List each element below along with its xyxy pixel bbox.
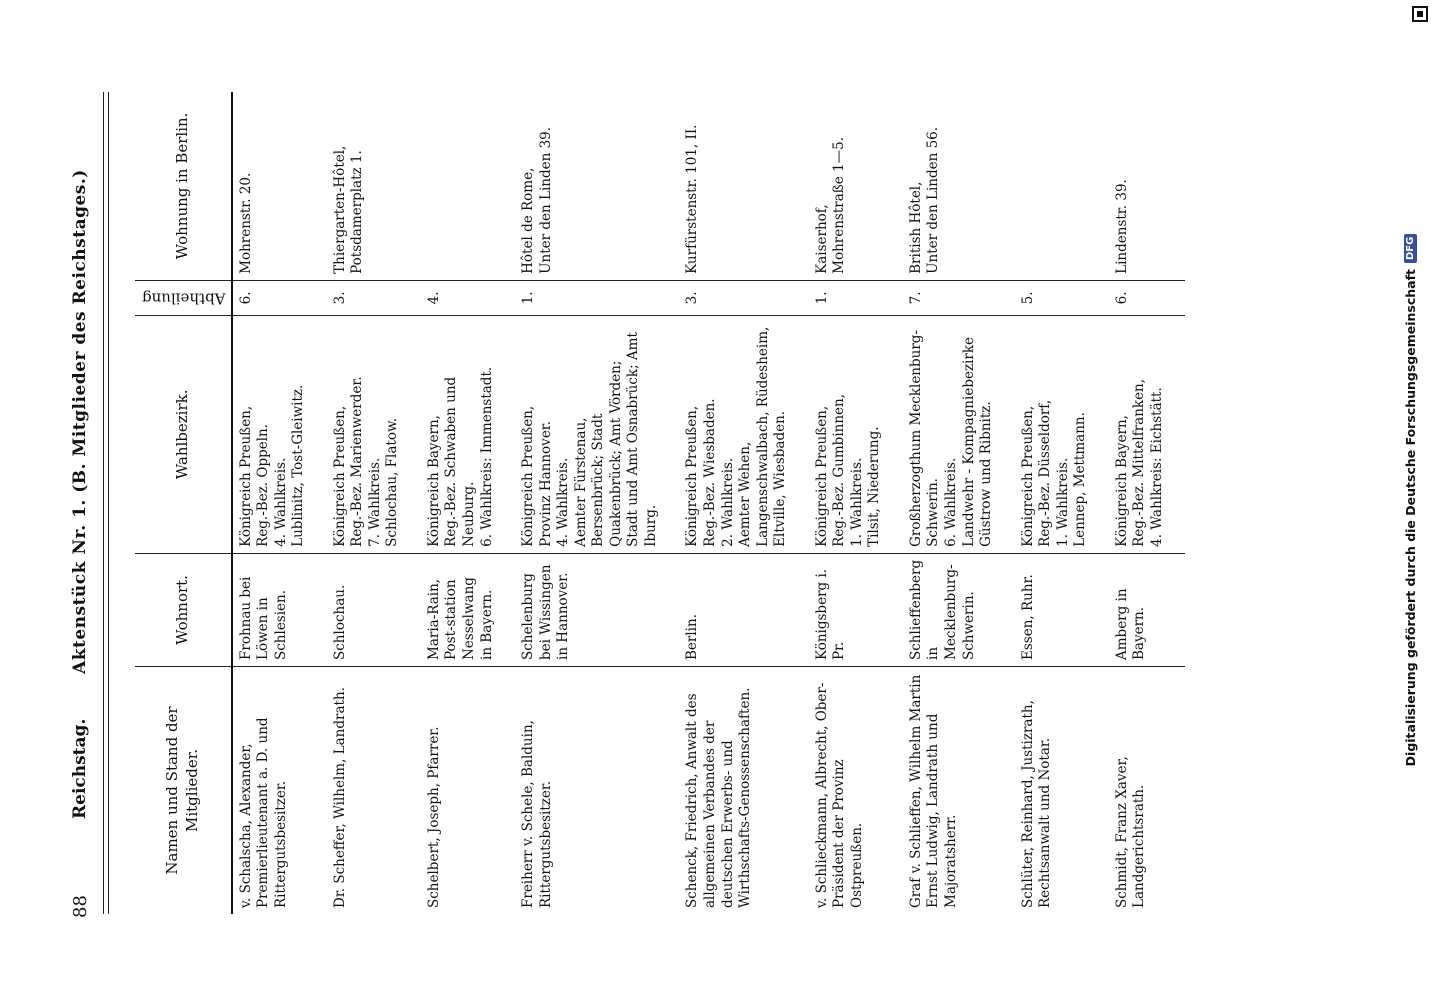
wahlbezirk-line: 1. Wahlkreis. xyxy=(848,457,865,547)
wahlbezirk-line: Königreich Preußen, xyxy=(331,405,348,547)
member-abtheilung: 7. xyxy=(902,280,1014,315)
column-header-name: Namen und Stand der Mitglieder. xyxy=(135,667,232,915)
member-wohnort: Essen, Ruhr. xyxy=(1014,553,1108,666)
table-row xyxy=(514,92,678,914)
member-wohnort: Amberg in Bayern. xyxy=(1108,553,1185,666)
member-wohnort: Maria-Rain, Post-station Nesselwang in Bayern. xyxy=(420,553,514,666)
column-header-wohnort: Wohnort. xyxy=(135,553,232,666)
wahlbezirk-line: 4. Wahlkreis. xyxy=(555,457,572,547)
wahlbezirk-line: Landwehr - Kompagniebezirke Güstrow und Ribnitz. xyxy=(960,337,995,547)
column-header-abtheilung: Abtheilung xyxy=(135,280,232,315)
table-row xyxy=(678,92,807,914)
member-name: Schenck, Friedrich, Anwalt des allgemeinen Verbandes der deutschen Erwerbs- und Wirthschafts-Genossenschaften. xyxy=(684,687,754,908)
column-header-wahlbezirk: Wahlbezirk. xyxy=(135,315,232,553)
wahlbezirk-line: Königreich Bayern, xyxy=(425,415,442,547)
member-abtheilung: 1. xyxy=(808,280,902,315)
wahlbezirk-line: Lennep, Mettmann. xyxy=(1072,412,1089,547)
table-body xyxy=(232,92,1185,914)
member-wohnort: Frohnau bei Löwen in Schlesien. xyxy=(232,553,326,666)
member-wohnort: Schlochau. xyxy=(326,553,420,666)
wahlbezirk-line: 1. Wahlkreis. xyxy=(1054,457,1071,547)
wahlbezirk-line: Reg.-Bez. Marienwerder. xyxy=(349,376,366,547)
member-name: v. Schalscha, Alexander, Premierlieutenant a. D. und Rittergutsbesitzer. xyxy=(237,717,289,908)
wahlbezirk-line: Schlochau, Flatow. xyxy=(384,417,401,547)
member-abtheilung: 1. xyxy=(514,280,678,315)
table-row xyxy=(1108,92,1185,914)
wahlbezirk-line: Reg.-Bez. Mittelfranken, xyxy=(1131,378,1148,547)
member-wahlbezirk xyxy=(326,315,420,553)
member-berlin-address xyxy=(232,92,326,280)
header-rule-double xyxy=(108,92,109,914)
berlin-address-line: Unter den Linden 56. xyxy=(925,126,942,274)
berlin-address-line: Kurfürstenstr. 101, II. xyxy=(684,124,701,274)
wahlbezirk-line: Reg.-Bez. Wiesbaden. xyxy=(702,398,719,547)
digitization-note-text: Digitalisierung gefördert durch die Deutsche Forschungsgemeinschaft xyxy=(1402,269,1418,767)
member-wohnort: Schelenburg bei Wissingen in Hannover. xyxy=(514,553,678,666)
wahlbezirk-line: 2. Wahlkreis. xyxy=(719,457,736,547)
berlin-address-line: Mohrenstr. 20. xyxy=(237,172,254,274)
berlin-address-line: Thiergarten-Hôtel, xyxy=(331,145,348,274)
members-table xyxy=(135,92,1185,914)
berlin-address-line: Lindenstr. 39. xyxy=(1113,179,1130,274)
member-name: Freiherr v. Schele, Balduin, Rittergutsbesitzer. xyxy=(520,720,554,908)
member-wahlbezirk xyxy=(1014,315,1108,553)
table-row xyxy=(808,92,902,914)
wahlbezirk-line: Königreich Preußen, xyxy=(813,405,830,547)
member-wohnort: Berlin. xyxy=(678,553,807,666)
member-berlin-address xyxy=(514,92,678,280)
member-wahlbezirk xyxy=(1108,315,1185,553)
berlin-address-line: Kaiserhof, xyxy=(813,204,830,274)
member-wohnort: Königsberg i. Pr. xyxy=(808,553,902,666)
member-wohnort: Schlieffenberg in Mecklenburg-Schwerin. xyxy=(902,553,1014,666)
wahlbezirk-line: 6. Wahlkreis: Immenstadt. xyxy=(478,366,495,547)
running-head xyxy=(60,92,100,918)
wahlbezirk-line: Großherzogthum Mecklenburg-Schwerin. xyxy=(907,330,942,547)
member-name: Graf v. Schlieffen, Wilhelm Martin Ernst Ludwig, Landrath und Majoratsherr. xyxy=(907,674,960,908)
wahlbezirk-line: 4. Wahlkreis. xyxy=(272,457,289,547)
member-berlin-address xyxy=(678,92,807,280)
wahlbezirk-line: Lublinitz, Tost-Gleiwitz. xyxy=(290,384,307,547)
wahlbezirk-line: Tilsit, Niederung. xyxy=(866,426,883,547)
member-wahlbezirk xyxy=(420,315,514,553)
member-abtheilung: 3. xyxy=(678,280,807,315)
table-row xyxy=(1014,92,1108,914)
wahlbezirk-line: 4. Wahlkreis: Eichstätt. xyxy=(1148,387,1165,547)
member-wahlbezirk xyxy=(678,315,807,553)
berlin-address-line: Hôtel de Rome, xyxy=(520,167,537,274)
wahlbezirk-line: Aemter Wehen, Langenschwalbach, Rüdesheim, Eltville, Wiesbaden. xyxy=(737,326,789,547)
wahlbezirk-line: Königreich Bayern, xyxy=(1113,415,1130,547)
wahlbezirk-line: Königreich Preußen, xyxy=(1019,405,1036,547)
berlin-address-line: Unter den Linden 39. xyxy=(537,126,554,274)
dfg-logo: DFG xyxy=(1404,234,1417,263)
member-name: Schmidt, Franz Xaver, Landgerichtsrath. xyxy=(1113,756,1148,908)
wahlbezirk-line: Reg.-Bez. Düsseldorf, xyxy=(1037,399,1054,547)
member-name: Schelbert, Joseph, Pfarrer. xyxy=(425,726,442,908)
running-head-left: Reichstag. xyxy=(70,718,90,819)
page-number: 88 xyxy=(69,895,91,918)
wahlbezirk-line: Provinz Hannover. xyxy=(537,420,554,547)
wahlbezirk-line: Reg.-Bez. Schwaben und Neuburg. xyxy=(443,376,477,547)
wahlbezirk-line: Aemter Fürstenau, Bersenbrück; Stadt Quakenbrück; Amt Vörden; Stadt und Amt Osnabrück; Amt Iburg. xyxy=(572,332,659,547)
member-abtheilung: 3. xyxy=(326,280,420,315)
table-row xyxy=(420,92,514,914)
member-abtheilung: 6. xyxy=(232,280,326,315)
member-berlin-address xyxy=(902,92,1014,280)
member-berlin-address xyxy=(1108,92,1185,280)
header-rule xyxy=(103,92,104,914)
berlin-address-line: Mohrenstraße 1—5. xyxy=(831,136,848,274)
table-row xyxy=(326,92,420,914)
wahlbezirk-line: Königreich Preußen, xyxy=(684,405,701,547)
wahlbezirk-line: 7. Wahlkreis. xyxy=(366,457,383,547)
table-row xyxy=(232,92,326,914)
member-abtheilung: 6. xyxy=(1108,280,1185,315)
member-berlin-address xyxy=(808,92,902,280)
scan-marker-icon xyxy=(1412,6,1428,22)
member-berlin-address xyxy=(420,92,514,280)
member-abtheilung: 4. xyxy=(420,280,514,315)
wahlbezirk-line: Königreich Preußen, xyxy=(237,405,254,547)
member-abtheilung: 5. xyxy=(1014,280,1108,315)
table-header-row xyxy=(135,92,232,914)
wahlbezirk-line: 6. Wahlkreis. xyxy=(943,457,960,547)
member-wahlbezirk xyxy=(514,315,678,553)
member-name: v. Schlieckmann, Albrecht, Ober-Präsident der Provinz Ostpreußen. xyxy=(813,682,865,908)
table-row xyxy=(902,92,1014,914)
digitization-note xyxy=(1390,0,1430,1000)
member-berlin-address xyxy=(1014,92,1108,280)
wahlbezirk-line: Reg.-Bez. Oppeln. xyxy=(255,423,272,547)
running-head-title: Aktenstück Nr. 1. (B. Mitglieder des Reichstages.) xyxy=(70,169,90,674)
berlin-address-line: Potsdamerplatz 1. xyxy=(349,150,366,274)
wahlbezirk-line: Königreich Preußen, xyxy=(520,405,537,547)
wahlbezirk-line: Reg.-Bez. Gumbinnen, xyxy=(831,394,848,547)
member-name: Schlüter, Reinhard, Justizrath, Rechtsanwalt und Notar. xyxy=(1019,700,1054,908)
member-wahlbezirk xyxy=(902,315,1014,553)
member-berlin-address xyxy=(326,92,420,280)
member-wahlbezirk xyxy=(232,315,326,553)
member-wahlbezirk xyxy=(808,315,902,553)
column-header-berlin: Wohnung in Berlin. xyxy=(135,92,232,280)
berlin-address-line: British Hôtel, xyxy=(907,181,924,274)
member-name: Dr. Scheffer, Wilhelm, Landrath. xyxy=(331,687,348,908)
